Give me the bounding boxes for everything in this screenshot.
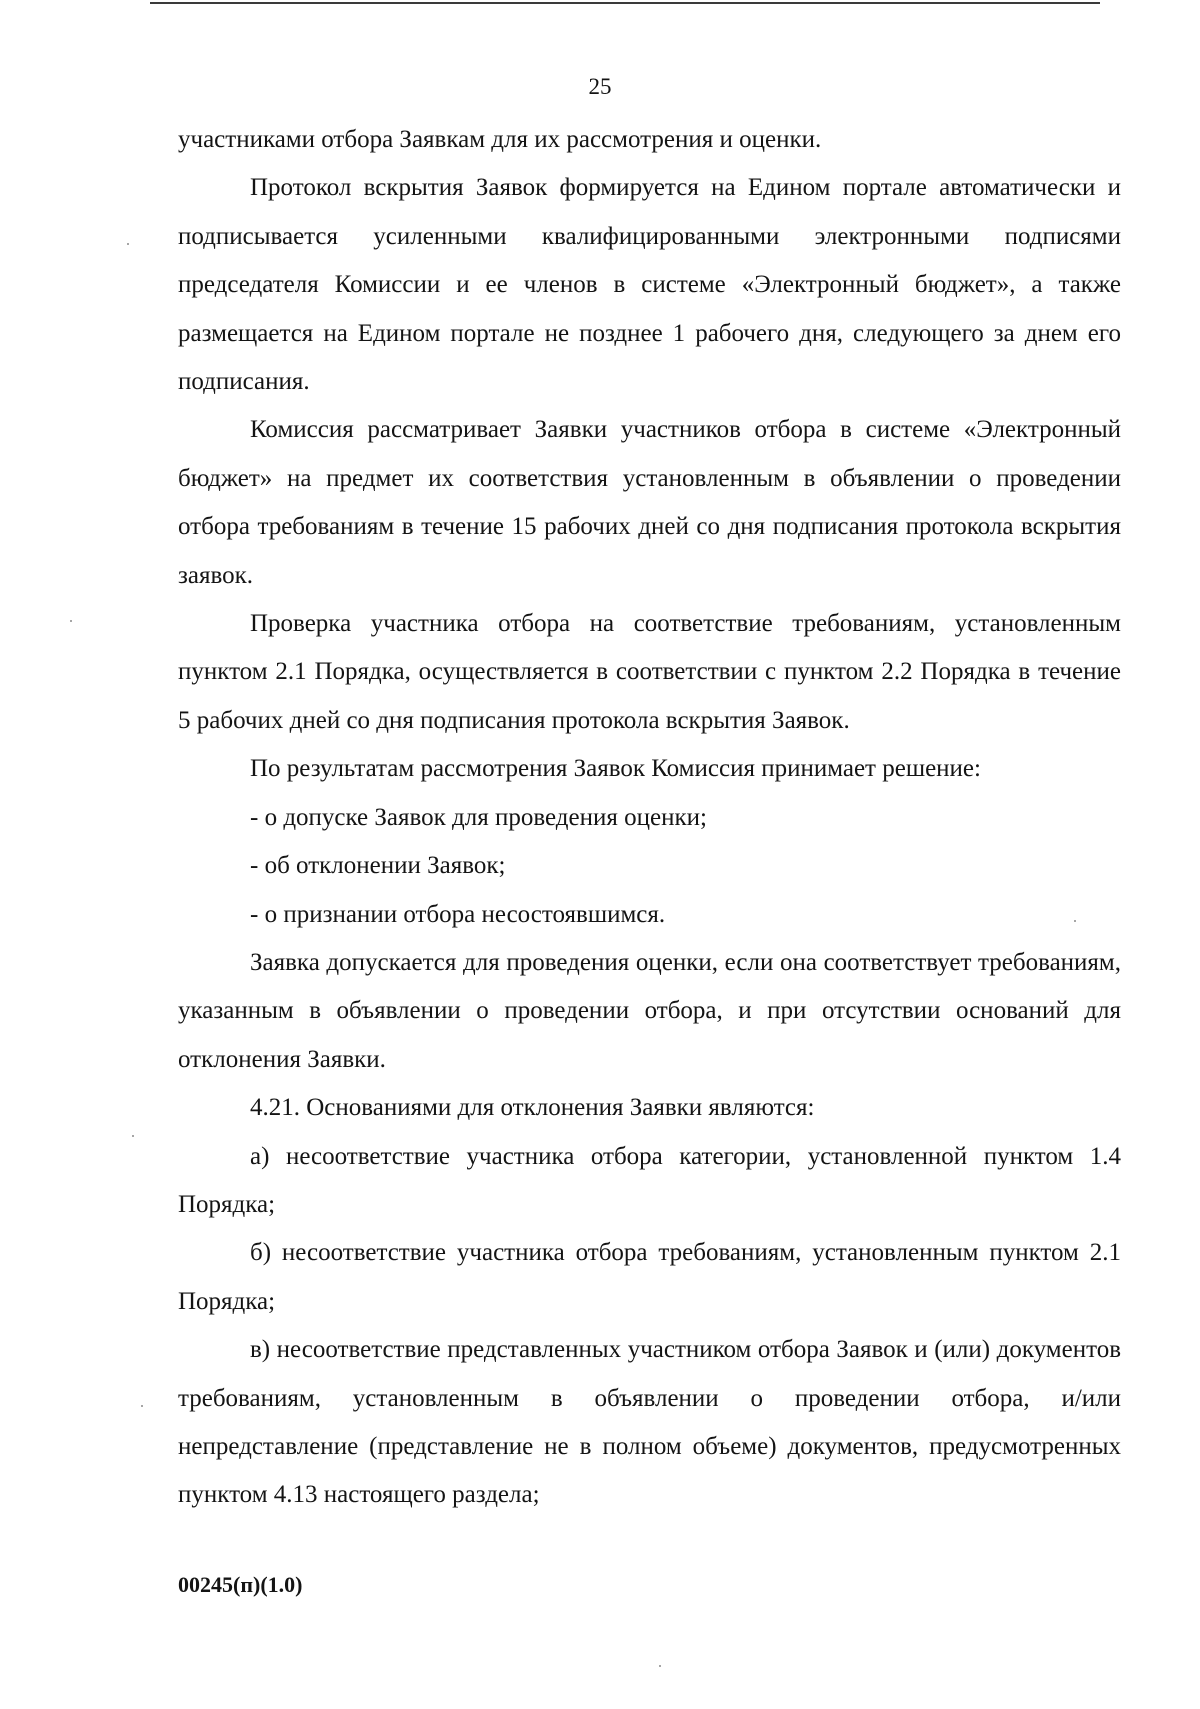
scan-speck <box>70 620 72 622</box>
paragraph-participant-check: Проверка участника отбора на соответствие требованиям, установленным пунктом 2.1 Порядка, осуществляется в соответствии с пунктом 2.2 Порядка в течение 5 рабочих дней со дня подписания протокола вскрытия Заявок. <box>178 610 1121 734</box>
scan-speck <box>127 243 129 245</box>
scan-speck <box>659 1665 661 1667</box>
scan-speck <box>132 1135 134 1137</box>
section-heading-4-21: 4.21. Основаниями для отклонения Заявки являются: <box>250 1094 815 1122</box>
scan-speck <box>1074 920 1076 922</box>
document-code: 00245(п)(1.0) <box>178 1572 303 1597</box>
scan-speck <box>141 1405 143 1407</box>
list-item-failed-selection: - о признании отбора несостоявшимся. <box>250 900 666 928</box>
list-item-admission: - о допуске Заявок для проведения оценки; <box>250 803 707 831</box>
reason-item-a: а) несоответствие участника отбора категории, установленной пунктом 1.4 Порядка; <box>178 1142 1121 1218</box>
paragraph-protocol: Протокол вскрытия Заявок формируется на Едином портале автоматически и подписывается усиленными квалифицированными электронными подписями председателя Комиссии и ее членов в системе «Электронный бюджет», а также размещается на Едином портале не позднее 1 рабочего дня, следующего за днем его подписания. <box>178 174 1121 396</box>
reason-item-b: б) несоответствие участника отбора требованиям, установленным пунктом 2.1 Порядка; <box>178 1239 1121 1315</box>
paragraph-commission-review: Комиссия рассматривает Заявки участников отбора в системе «Электронный бюджет» на предмет их соответствия установленным в объявлении о проведении отбора требованиям в течение 15 рабочих дней со дня подписания протокола вскрытия заявок. <box>178 416 1121 589</box>
reason-item-v: в) несоответствие представленных участником отбора Заявок и (или) документов требованиям, установленным в объявлении о проведении отбора, и/или непредставление (представление не в полном объеме) документов, предусмотренных пунктом 4.13 настоящего раздела; <box>178 1336 1121 1509</box>
paragraph-admission-conditions: Заявка допускается для проведения оценки, если она соответствует требованиям, указанным в объявлении о проведении отбора, и при отсутствии оснований для отклонения Заявки. <box>178 948 1121 1073</box>
paragraph-continuation: участниками отбора Заявкам для их рассмотрения и оценки. <box>178 126 822 153</box>
list-item-rejection: - об отклонении Заявок; <box>250 852 506 880</box>
page-number: 25 <box>588 74 612 99</box>
document-body <box>178 116 1121 1520</box>
top-rule <box>150 2 1100 4</box>
paragraph-decision-intro: По результатам рассмотрения Заявок Комиссия принимает решение: <box>250 755 981 783</box>
